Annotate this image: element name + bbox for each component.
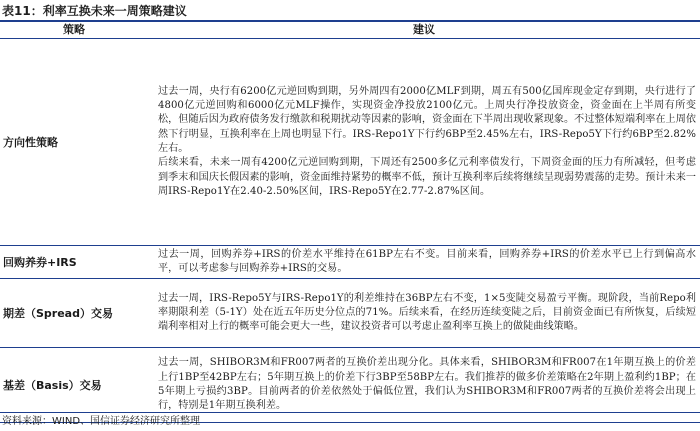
advice-paragraph: 过去一周，央行有6200亿元逆回购到期，另外周四有2000亿MLF到期，周五有500亿国库现金定存到期，央行进行了4800亿元逆回购和6000亿元MLF操作，实现资金净投放2100亿元。上周央行净投放资金，资金面在上半周有所变松，但随后因为政府债务发行缴款和税期扰动等因素的影响，资金面在下半周出现收紧现象。不过整体短端利率在上周依然下行明显，互换利率在上周也明显下行。IRS-Repo1Y下行约6BP至2.45%左右，IRS-Repo5Y下行约6BP至2.82%左右。 (158, 85, 696, 154)
advice-paragraph: 过去一周，SHIBOR3M和FR007两者的互换价差出现分化。具体来看，SHIBOR3M和FR007在1年期互换上的价差上行1BP至42BP左右；5年期互换上的价差下行3BP至58BP左右。我们推荐的做多价差策略在2年期上盈利约1BP；在5年期上亏损约3BP。目前两者的价差依然处于偏低位置，我们认为SHIBOR3M和FR007两者的互换价差将会出现上行，特别是1年期互换利差。 (158, 357, 696, 412)
table-row-repo-carry (0, 246, 700, 279)
header-strategy: 策略 (0, 22, 148, 39)
advice-paragraph: 过去一周，IRS-Repo5Y与IRS-Repo1Y的利差维持在36BP左右不变，1×5变陡交易盈亏平衡。现阶段，当前Repo利率期限利差（5-1Y）处在近五年历史分位点的71%。后续来看，在经历连续变陡之后，目前资金面已有所恢复，后续短端利率相对上行的概率可能会更大一些，建议投资者可以考虑止盈利率互换上的做陡曲线策略。 (158, 292, 696, 333)
strategy-cell: 回购养券+IRS (3, 256, 77, 269)
strategy-cell: 基差（Basis）交易 (3, 379, 102, 392)
strategy-cell: 期差（Spread）交易 (3, 307, 113, 320)
strategy-table (0, 22, 700, 423)
advice-cell (148, 39, 700, 246)
strategy-cell: 方向性策略 (3, 136, 58, 149)
advice-cell (148, 279, 700, 348)
source-note: 资料来源：WIND、国信证券经济研究所整理 (0, 412, 700, 430)
table-header-row (0, 22, 700, 39)
advice-paragraph: 过去一周，回购养券+IRS的价差水平维持在61BP左右不变。目前来看，回购养券+IRS的价差水平已上行到偏高水平，可以考虑参与回购养券+IRS的交易。 (158, 248, 696, 274)
table-row-directional (0, 39, 700, 246)
table-row-spread (0, 279, 700, 348)
advice-cell (148, 246, 700, 279)
table-title: 表11：利率互换未来一周策略建议 (0, 0, 700, 22)
advice-paragraph: 后续来看，未来一周有4200亿元逆回购到期，下周还有2500多亿元利率债发行，下周资金面的压力有所减轻，但考虑到季末和国庆长假因素的影响，资金面维持紧势的概率不低，预计互换利率后续将继续呈现弱势震荡的走势。预计未来一周IRS-Repo1Y在2.40-2.50%区间，IRS-Repo5Y在2.77-2.87%区间。 (158, 157, 696, 197)
header-advice: 建议 (148, 22, 700, 39)
